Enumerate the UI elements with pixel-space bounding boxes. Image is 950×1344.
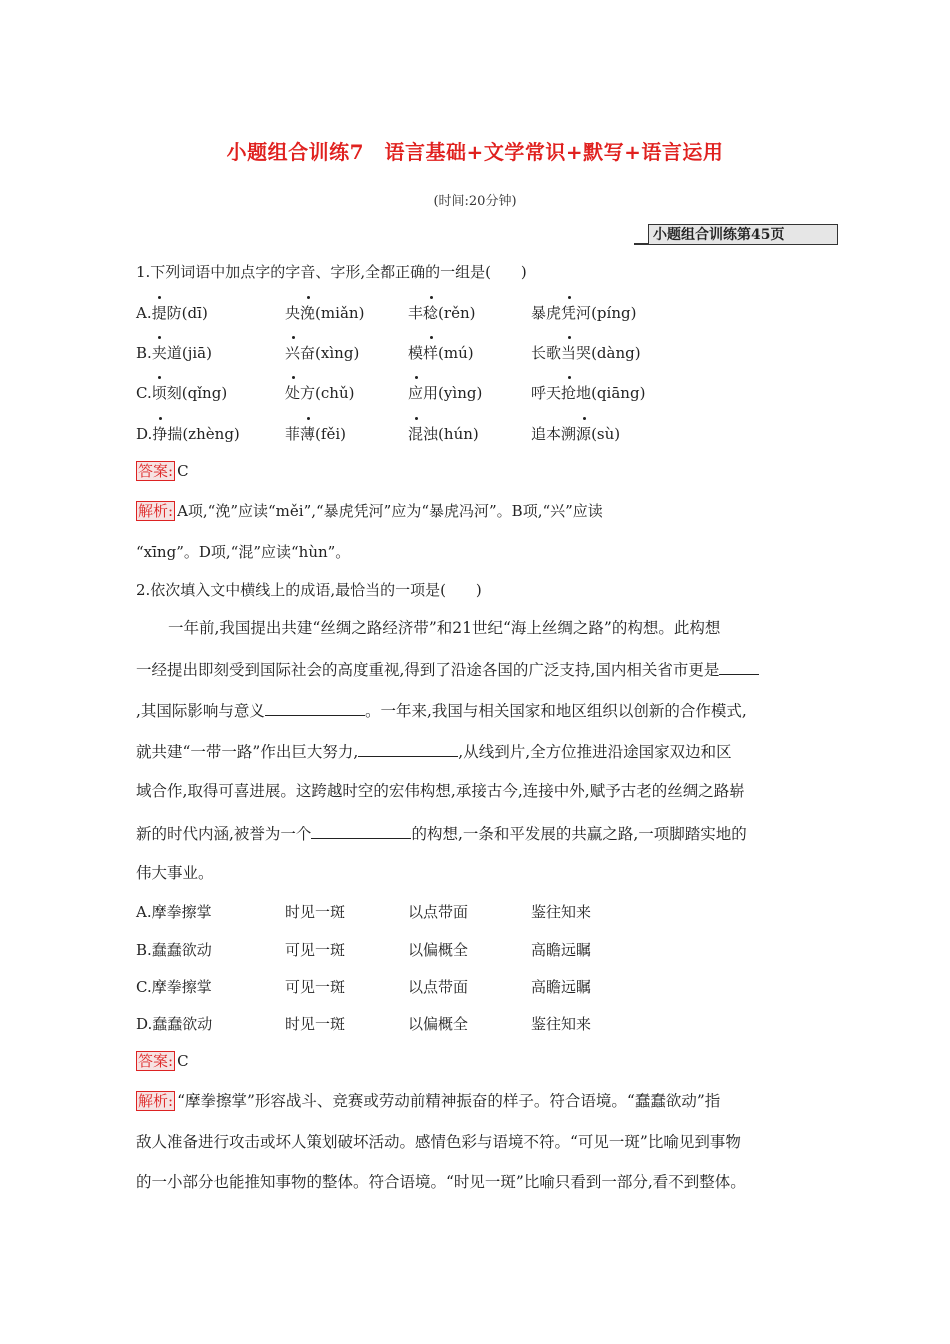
emphasis-dot-char: 源 bbox=[576, 425, 592, 443]
q2-passage-line-4 bbox=[136, 740, 816, 762]
emphasis-dot-char: 处 bbox=[285, 384, 301, 402]
emphasis-dot-char: 夹 bbox=[151, 344, 167, 362]
q2-option-b-3: 以偏概全 bbox=[408, 941, 469, 959]
emphasis-dot-char: 顷 bbox=[151, 384, 167, 402]
emphasis-dot-char: 兴 bbox=[285, 344, 301, 362]
q2-passage-text-6b: 的构想,一条和平发展的共赢之路,一项脚踏实地的 bbox=[411, 825, 747, 843]
q2-passage-text-4b: ,从线到片,全方位推进沿途国家双边和区 bbox=[458, 743, 732, 761]
q2-analysis-line-2: 敌人准备进行攻击或坏人策划破坏活动。感情色彩与语境不符。“可见一斑”比喻见到事物 bbox=[136, 1133, 741, 1151]
q2-passage-text-6a: 新的时代内涵,被誉为一个 bbox=[136, 825, 312, 843]
emphasis-dot-char: 应 bbox=[408, 384, 424, 402]
q1-analysis-line-1 bbox=[136, 501, 603, 521]
q1-option-c-1: C.顷刻(qǐng) bbox=[136, 384, 228, 402]
q1-option-c-4: 呼天抢地(qiāng) bbox=[531, 384, 646, 402]
q2-option-c-2: 可见一斑 bbox=[285, 978, 346, 996]
emphasis-dot-char: 凭 bbox=[561, 304, 577, 322]
q1-option-a-4: 暴虎凭河(píng) bbox=[531, 304, 637, 322]
q2-passage-text-3a: ,其国际影响与意义 bbox=[136, 702, 265, 720]
q1-answer bbox=[136, 461, 189, 481]
emphasis-dot-char: 混 bbox=[408, 425, 424, 443]
q2-analysis-text-1: “摩拳擦掌”形容战斗、竞赛或劳动前精神振奋的样子。符合语境。“蠢蠢欲动”指 bbox=[177, 1092, 721, 1110]
q2-option-d-1: D.蠢蠢欲动 bbox=[136, 1015, 213, 1033]
q2-option-d-3: 以偏概全 bbox=[408, 1015, 469, 1033]
q2-option-b-2: 可见一斑 bbox=[285, 941, 346, 959]
q1-option-a-3: 丰稔(rěn) bbox=[408, 304, 476, 322]
q2-analysis-line-1 bbox=[136, 1091, 816, 1111]
q1-option-a-2: 央浼(miǎn) bbox=[285, 304, 365, 322]
q1-stem: 1.下列词语中加点字的字音、字形,全都正确的一组是( ) bbox=[136, 263, 527, 281]
emphasis-dot-char: 抢 bbox=[561, 384, 577, 402]
q1-option-a-1: A.提防(dī) bbox=[136, 304, 208, 322]
blank-1 bbox=[719, 658, 759, 675]
q1-option-d-3: 混浊(hún) bbox=[408, 425, 479, 443]
q2-passage-line-5: 域合作,取得可喜进展。这跨越时空的宏伟构想,承接古今,连接中外,赋予古老的丝绸之路崭 bbox=[136, 782, 745, 800]
emphasis-dot-char: 浼 bbox=[300, 304, 316, 322]
q2-option-b-4: 高瞻远瞩 bbox=[531, 941, 592, 959]
q2-passage-line-7: 伟大事业。 bbox=[136, 864, 214, 882]
q1-option-c-2: 处方(chǔ) bbox=[285, 384, 355, 402]
page-reference-lead bbox=[634, 224, 648, 244]
q1-option-d-1: D.挣揣(zhèng) bbox=[136, 425, 240, 443]
blank-4 bbox=[311, 822, 411, 839]
emphasis-dot-char: 样 bbox=[423, 344, 439, 362]
q1-option-b-3: 模样(mú) bbox=[408, 344, 474, 362]
q2-option-b-1: B.蠢蠢欲动 bbox=[136, 941, 212, 959]
q2-passage-text-4a: 就共建“一带一路”作出巨大努力, bbox=[136, 743, 359, 761]
q1-option-b-2: 兴奋(xìng) bbox=[285, 344, 360, 362]
analysis-tag: 解析: bbox=[138, 502, 174, 520]
q2-answer bbox=[136, 1051, 189, 1071]
q2-answer-value: C bbox=[177, 1052, 189, 1070]
page-reference bbox=[634, 224, 838, 245]
q2-passage-line-1: 一年前,我国提出共建“丝绸之路经济带”和21世纪“海上丝绸之路”的构想。此构想 bbox=[168, 619, 721, 637]
q2-passage-line-2 bbox=[136, 658, 816, 680]
emphasis-dot-char: 挣 bbox=[152, 425, 168, 443]
q2-stem: 2.依次填入文中横线上的成语,最恰当的一项是( ) bbox=[136, 581, 482, 599]
q2-option-d-4: 鉴往知来 bbox=[531, 1015, 592, 1033]
q2-passage-text-2: 一经提出即刻受到国际社会的高度重视,得到了沿途各国的广泛支持,国内相关省市更是 bbox=[136, 661, 720, 679]
emphasis-dot-char: 当 bbox=[561, 344, 577, 362]
page-title: 小题组合训练7 语言基础+文学常识+默写+语言运用 bbox=[226, 140, 724, 164]
q2-passage-line-3 bbox=[136, 699, 816, 721]
q1-option-b-1: B.夹道(jiā) bbox=[136, 344, 212, 362]
answer-tag: 答案: bbox=[138, 462, 174, 480]
q2-option-a-4: 鉴往知来 bbox=[531, 903, 592, 921]
q2-option-c-3: 以点带面 bbox=[408, 978, 469, 996]
emphasis-dot-char: 薄 bbox=[300, 425, 316, 443]
page-reference-label: 小题组合训练第45页 bbox=[648, 224, 838, 244]
q2-option-d-2: 时见一斑 bbox=[285, 1015, 346, 1033]
q1-option-d-4: 追本溯源(sù) bbox=[531, 425, 621, 443]
q1-answer-value: C bbox=[177, 462, 189, 480]
q2-option-a-2: 时见一斑 bbox=[285, 903, 346, 921]
q1-option-b-4: 长歌当哭(dàng) bbox=[531, 344, 641, 362]
blank-3 bbox=[358, 740, 458, 757]
q1-option-c-3: 应用(yìng) bbox=[408, 384, 483, 402]
q1-analysis-text-1: A项,“浼”应读“měi”,“暴虎凭河”应为“暴虎冯河”。B项,“兴”应读 bbox=[177, 502, 603, 520]
q2-passage-line-6 bbox=[136, 822, 816, 844]
emphasis-dot-char: 稔 bbox=[423, 304, 439, 322]
answer-tag: 答案: bbox=[138, 1052, 174, 1070]
emphasis-dot-char: 提 bbox=[151, 304, 167, 322]
q2-option-a-1: A.摩拳擦掌 bbox=[136, 903, 212, 921]
q2-option-c-1: C.摩拳擦掌 bbox=[136, 978, 212, 996]
blank-2 bbox=[265, 699, 365, 716]
q2-option-c-4: 高瞻远瞩 bbox=[531, 978, 592, 996]
q1-analysis-line-2: “xīng”。D项,“混”应读“hùn”。 bbox=[136, 543, 351, 561]
q1-option-d-2: 菲薄(fěi) bbox=[285, 425, 347, 443]
analysis-tag: 解析: bbox=[138, 1092, 174, 1110]
q2-analysis-line-3: 的一小部分也能推知事物的整体。符合语境。“时见一斑”比喻只看到一部分,看不到整体。 bbox=[136, 1173, 746, 1191]
time-limit: (时间:20分钟) bbox=[433, 194, 517, 209]
q2-passage-text-3b: 。一年来,我国与相关国家和地区组织以创新的合作模式, bbox=[364, 702, 747, 720]
q2-option-a-3: 以点带面 bbox=[408, 903, 469, 921]
